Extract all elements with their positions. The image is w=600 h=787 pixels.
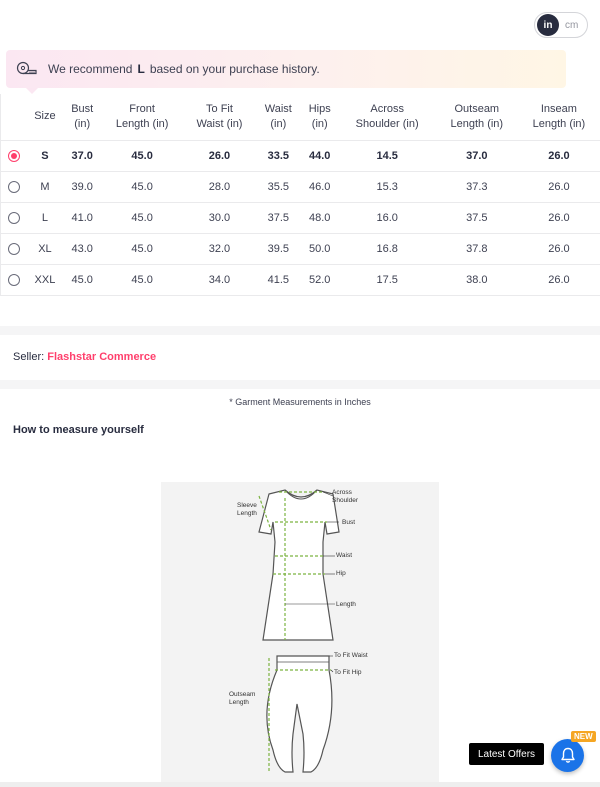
outseam-length-label-2: Length — [229, 699, 249, 706]
measurement-cell: 37.0 — [63, 140, 101, 171]
measurement-cell: 15.3 — [339, 171, 436, 202]
to-fit-waist-label: To Fit Waist — [334, 652, 368, 659]
measurement-cell: 41.5 — [256, 264, 301, 295]
table-body — [1, 140, 600, 295]
radio-column-header — [1, 94, 27, 140]
measurement-cell: 37.3 — [436, 171, 518, 202]
measurement-cell: 38.0 — [436, 264, 518, 295]
measuring-tape-icon — [16, 61, 38, 77]
garment-illustration — [161, 482, 439, 782]
bottom-scroll-edge — [0, 782, 600, 787]
measurement-cell: 26.0 — [518, 140, 600, 171]
measurement-cell: 45.0 — [101, 171, 183, 202]
seller-name-link[interactable]: Flashstar Commerce — [47, 351, 157, 363]
measurement-cell: 44.0 — [301, 140, 339, 171]
latest-offers-button[interactable]: Latest Offers — [469, 743, 544, 765]
column-header: Size — [27, 94, 64, 140]
column-header: Across Shoulder (in) — [339, 94, 436, 140]
measurement-cell: 41.0 — [63, 202, 101, 233]
table-row[interactable] — [1, 233, 600, 264]
across-shoulder-label: Across — [332, 489, 352, 496]
measurement-cell: 45.0 — [101, 233, 183, 264]
table-row[interactable] — [1, 171, 600, 202]
measurement-cell: 33.5 — [256, 140, 301, 171]
measurement-cell: 30.0 — [183, 202, 256, 233]
sleeve-length-label: Sleeve — [237, 502, 257, 509]
table-header-row — [1, 94, 600, 140]
measurement-cell: 26.0 — [518, 202, 600, 233]
recommendation-suffix: based on your purchase history. — [149, 62, 320, 76]
recommended-size: L — [137, 62, 145, 76]
measurement-cell: 16.0 — [339, 202, 436, 233]
table-row[interactable] — [1, 202, 600, 233]
measurement-cell: 26.0 — [518, 233, 600, 264]
column-header: Hips (in) — [301, 94, 339, 140]
svg-text:OutseamLength — [229, 691, 255, 706]
column-header: Front Length (in) — [101, 94, 183, 140]
size-radio-cell[interactable] — [1, 171, 27, 202]
measurement-cell: 37.5 — [256, 202, 301, 233]
measurement-cell: 16.8 — [339, 233, 436, 264]
column-header: Inseam Length (in) — [518, 94, 600, 140]
measurement-cell: 26.0 — [518, 264, 600, 295]
length-label: Length — [336, 601, 356, 608]
measurement-cell: 17.5 — [339, 264, 436, 295]
seller-label: Seller: — [13, 351, 45, 363]
size-radio-button[interactable] — [8, 243, 20, 255]
waist-label: Waist — [336, 552, 353, 559]
measurement-cell: 50.0 — [301, 233, 339, 264]
recommendation-prefix: We recommend — [48, 62, 133, 76]
across-shoulder-label-2: Shoulder — [332, 497, 359, 504]
size-radio-button[interactable] — [8, 274, 20, 286]
column-header: Waist (in) — [256, 94, 301, 140]
notifications-button[interactable] — [551, 739, 584, 772]
measurement-cell: 45.0 — [101, 264, 183, 295]
size-label: XL — [27, 233, 64, 264]
size-label: M — [27, 171, 64, 202]
size-radio-button[interactable] — [8, 181, 20, 193]
measurement-diagram — [161, 482, 439, 782]
measurement-cell: 52.0 — [301, 264, 339, 295]
sleeve-length-label-2: Length — [237, 510, 257, 517]
section-divider — [0, 326, 600, 335]
measurement-cell: 28.0 — [183, 171, 256, 202]
measurement-cell: 34.0 — [183, 264, 256, 295]
measurement-cell: 45.0 — [63, 264, 101, 295]
size-radio-cell[interactable] — [1, 202, 27, 233]
size-radio-button[interactable] — [8, 150, 20, 162]
svg-text:SleeveLength — [237, 502, 257, 517]
new-badge: NEW — [571, 731, 596, 742]
measurement-cell: 26.0 — [183, 140, 256, 171]
column-header: To Fit Waist (in) — [183, 94, 256, 140]
measurement-cell: 48.0 — [301, 202, 339, 233]
column-header: Outseam Length (in) — [436, 94, 518, 140]
measurement-cell: 39.0 — [63, 171, 101, 202]
outseam-length-label: Outseam — [229, 691, 256, 698]
how-to-measure-title: How to measure yourself — [13, 424, 144, 436]
measurement-cell: 37.5 — [436, 202, 518, 233]
unit-inch-option[interactable]: in — [537, 14, 559, 36]
measurement-note: * Garment Measurements in Inches — [229, 397, 371, 407]
measurement-cell: 37.8 — [436, 233, 518, 264]
table-row[interactable] — [1, 140, 600, 171]
size-radio-button[interactable] — [8, 212, 20, 224]
measurement-cell: 39.5 — [256, 233, 301, 264]
size-radio-cell[interactable] — [1, 264, 27, 295]
size-chart-table — [0, 94, 600, 296]
measurement-cell: 14.5 — [339, 140, 436, 171]
measurement-cell: 35.5 — [256, 171, 301, 202]
size-recommendation-banner — [6, 50, 566, 88]
measurement-cell: 43.0 — [63, 233, 101, 264]
svg-text:AcrossShoulder — [332, 489, 359, 504]
measurement-cell: 45.0 — [101, 140, 183, 171]
size-radio-cell[interactable] — [1, 233, 27, 264]
to-fit-hip-label: To Fit Hip — [334, 669, 362, 676]
size-label: XXL — [27, 264, 64, 295]
size-label: S — [27, 140, 64, 171]
size-radio-cell[interactable] — [1, 140, 27, 171]
measurement-cell: 32.0 — [183, 233, 256, 264]
measurement-cell: 37.0 — [436, 140, 518, 171]
table-row[interactable] — [1, 264, 600, 295]
bust-label: Bust — [342, 519, 356, 526]
seller-info — [13, 351, 156, 363]
column-header: Bust (in) — [63, 94, 101, 140]
measurement-cell: 46.0 — [301, 171, 339, 202]
section-divider — [0, 380, 600, 389]
unit-toggle[interactable] — [534, 12, 588, 38]
measurement-cell: 26.0 — [518, 171, 600, 202]
hip-label: Hip — [336, 570, 346, 577]
size-label: L — [27, 202, 64, 233]
bell-icon — [560, 747, 576, 764]
measurement-cell: 45.0 — [101, 202, 183, 233]
unit-cm-option[interactable]: cm — [565, 19, 579, 31]
